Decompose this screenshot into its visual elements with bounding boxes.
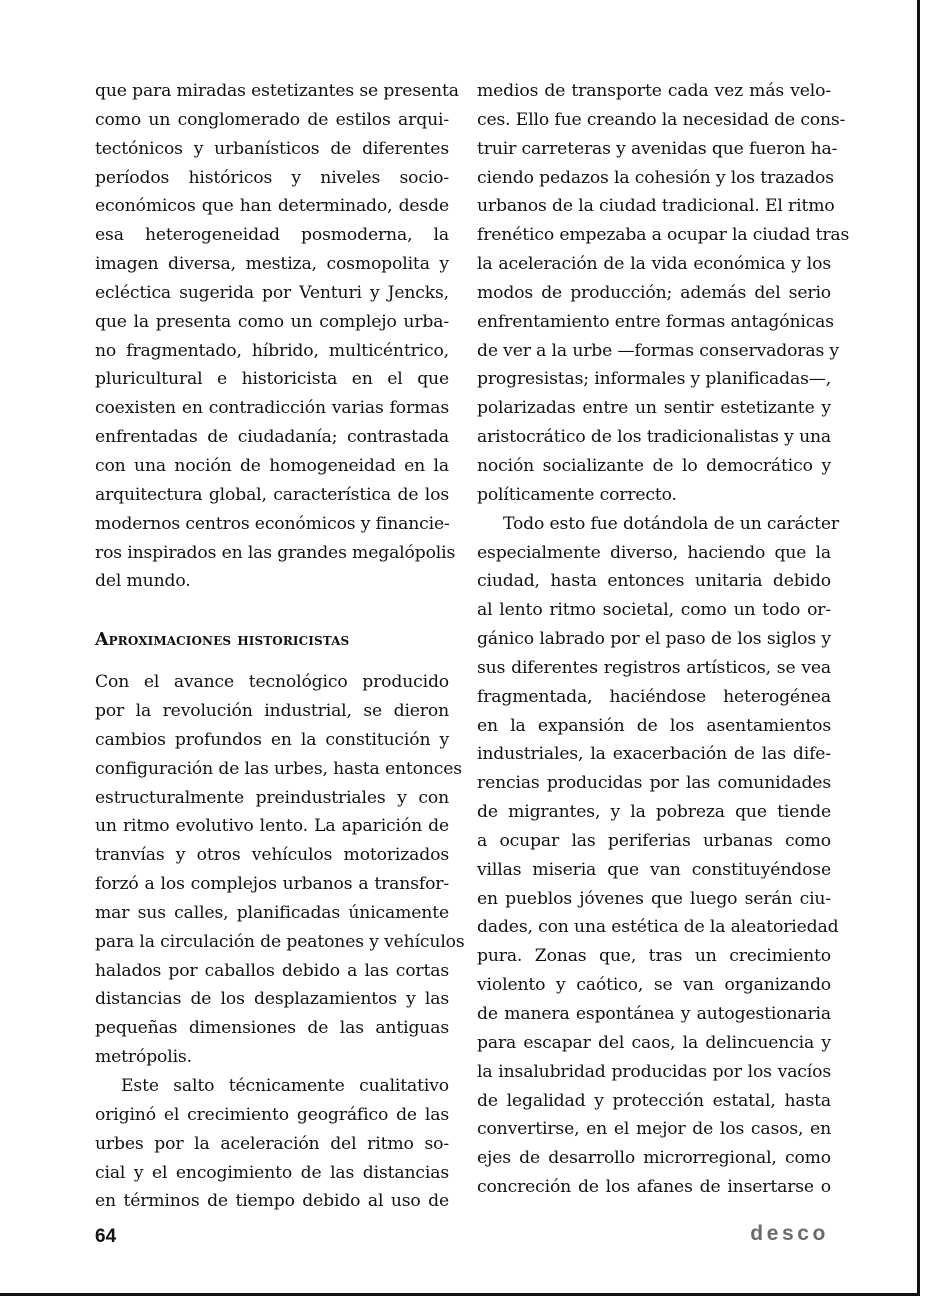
text-line: forzó a los complejos urbanos a transfor- — [95, 874, 449, 895]
section-heading: Aproximaciones historicistas — [95, 630, 350, 651]
section-heading-block — [95, 625, 449, 655]
text-line: urbes por la aceleración del ritmo so- — [95, 1133, 449, 1154]
text-line: Todo esto fue dotándola de un carácter — [503, 513, 839, 534]
text-line: fragmentada, haciéndose heterogénea — [477, 686, 831, 707]
text-line: al lento ritmo societal, como un todo or- — [477, 600, 831, 621]
text-line: de legalidad y protección estatal, hasta — [477, 1090, 831, 1111]
left-column — [95, 77, 465, 1216]
right-paragraph-2 — [477, 510, 839, 1202]
text-line: estructuralmente preindustriales y con — [95, 787, 449, 808]
text-line: tectónicos y urbanísticos de diferentes — [95, 138, 449, 159]
left-paragraph-1 — [95, 77, 459, 596]
text-line: originó el crecimiento geográfico de las — [95, 1104, 449, 1125]
text-line: ejes de desarrollo microrregional, como — [477, 1148, 831, 1169]
text-line: ciudad, hasta entonces unitaria debido — [477, 571, 831, 592]
text-line: pura. Zonas que, tras un crecimiento — [477, 946, 831, 967]
text-line: imagen diversa, mestiza, cosmopolita y — [95, 254, 449, 275]
right-paragraph-1 — [477, 77, 850, 510]
text-line: halados por caballos debido a las cortas — [95, 960, 449, 981]
text-line: concreción de los afanes de insertarse o — [477, 1177, 831, 1198]
text-line: ecléctica sugerida por Venturi y Jencks, — [95, 282, 449, 303]
text-line: especialmente diverso, haciendo que la — [477, 542, 831, 563]
text-line: ces. Ello fue creando la necesidad de cons- — [477, 109, 846, 130]
text-line: cial y el encogimiento de las distancias — [95, 1162, 449, 1183]
text-line: Con el avance tecnológico producido — [95, 672, 449, 693]
right-column — [477, 77, 850, 1202]
text-line: de manera espontánea y autogestionaria — [477, 1004, 831, 1024]
text-line: industriales, la exacerbación de las dife- — [477, 744, 831, 765]
text-line: villas miseria que van constituyéndose — [477, 859, 831, 880]
text-line: rencias producidas por las comunidades — [477, 773, 831, 794]
text-line: pequeñas dimensiones de las antiguas — [95, 1018, 449, 1039]
publisher-logo: desco — [750, 1222, 829, 1245]
text-line: aristocrático de los tradicionalistas y una — [477, 427, 831, 448]
text-line: dades, con una estética de la aleatoriedad — [477, 917, 839, 938]
text-line: noción socializante de lo democrático y — [477, 455, 831, 476]
text-line: esa heterogeneidad posmoderna, la — [95, 225, 449, 246]
text-line: un ritmo evolutivo lento. La aparición de — [95, 816, 449, 837]
text-line: ros inspirados en las grandes megalópolis — [95, 542, 456, 563]
text-line: cambios profundos en la constitución y — [95, 729, 449, 750]
text-line: para la circulación de peatones y vehículos — [95, 931, 465, 952]
text-line: del mundo. — [95, 571, 191, 592]
text-line: a ocupar las periferias urbanas como — [477, 830, 831, 851]
text-line: tranvías y otros vehículos motorizados — [95, 845, 449, 866]
text-line: mar sus calles, planificadas únicamente — [95, 902, 449, 923]
text-line: convertirse, en el mejor de los casos, en — [477, 1119, 831, 1140]
text-line: modernos centros económicos y financie- — [95, 513, 450, 534]
page-number: 64 — [95, 1226, 117, 1247]
left-paragraph-2 — [95, 668, 465, 1072]
text-line: la aceleración de la vida económica y los — [477, 254, 831, 275]
text-line: no fragmentado, híbrido, multicéntrico, — [95, 340, 449, 361]
text-line: arquitectura global, característica de los — [95, 484, 449, 505]
text-line: modos de producción; además del serio — [477, 282, 831, 303]
text-line: frenético empezaba a ocupar la ciudad tras — [477, 225, 850, 246]
text-line: en pueblos jóvenes que luego serán ciu- — [477, 888, 831, 909]
text-line: truir carreteras y avenidas que fueron ha- — [477, 138, 838, 159]
text-line: gánico labrado por el paso de los siglos y — [477, 629, 831, 650]
text-line: que la presenta como un complejo urba- — [95, 311, 449, 332]
text-line: políticamente correcto. — [477, 484, 677, 505]
text-line: progresistas; informales y planificadas—, — [477, 369, 832, 390]
text-line: pluricultural e historicista en el que — [95, 369, 449, 390]
text-line: en la expansión de los asentamientos — [477, 715, 831, 736]
text-line: polarizadas entre un sentir estetizante y — [477, 398, 831, 419]
text-line: distancias de los desplazamientos y las — [95, 989, 449, 1010]
text-line: enfrentadas de ciudadanía; contrastada — [95, 427, 449, 448]
text-line: configuración de las urbes, hasta entonces — [95, 758, 462, 779]
text-line: coexisten en contradicción varias formas — [95, 398, 449, 419]
text-line: como un conglomerado de estilos arqui- — [95, 109, 449, 130]
text-line: Este salto técnicamente cualitativo — [121, 1076, 449, 1096]
text-line: que para miradas estetizantes se presenta — [95, 81, 459, 101]
text-line: la insalubridad producidas por los vacíos — [477, 1061, 831, 1082]
text-line: metrópolis. — [95, 1047, 192, 1068]
text-line: en términos de tiempo debido al uso de — [95, 1191, 449, 1212]
text-line: urbanos de la ciudad tradicional. El ritmo — [477, 196, 835, 217]
left-paragraph-3 — [95, 1072, 449, 1216]
text-line: económicos que han determinado, desde — [95, 196, 449, 217]
text-line: para escapar del caos, la delincuencia y — [477, 1032, 831, 1053]
text-line: medios de transporte cada vez más velo- — [477, 81, 831, 101]
text-line: con una noción de homogeneidad en la — [95, 455, 449, 476]
text-line: enfrentamiento entre formas antagónicas — [477, 311, 834, 332]
text-line: por la revolución industrial, se dieron — [95, 701, 449, 722]
text-line: sus diferentes registros artísticos, se vea — [477, 657, 831, 678]
text-line: períodos históricos y niveles socio- — [95, 167, 449, 188]
text-line: de migrantes, y la pobreza que tiende — [477, 802, 831, 823]
text-line: de ver a la urbe —formas conservadoras y — [477, 340, 839, 361]
text-line: violento y caótico, se van organizando — [477, 975, 831, 996]
text-line: ciendo pedazos la cohesión y los trazados — [477, 167, 834, 188]
